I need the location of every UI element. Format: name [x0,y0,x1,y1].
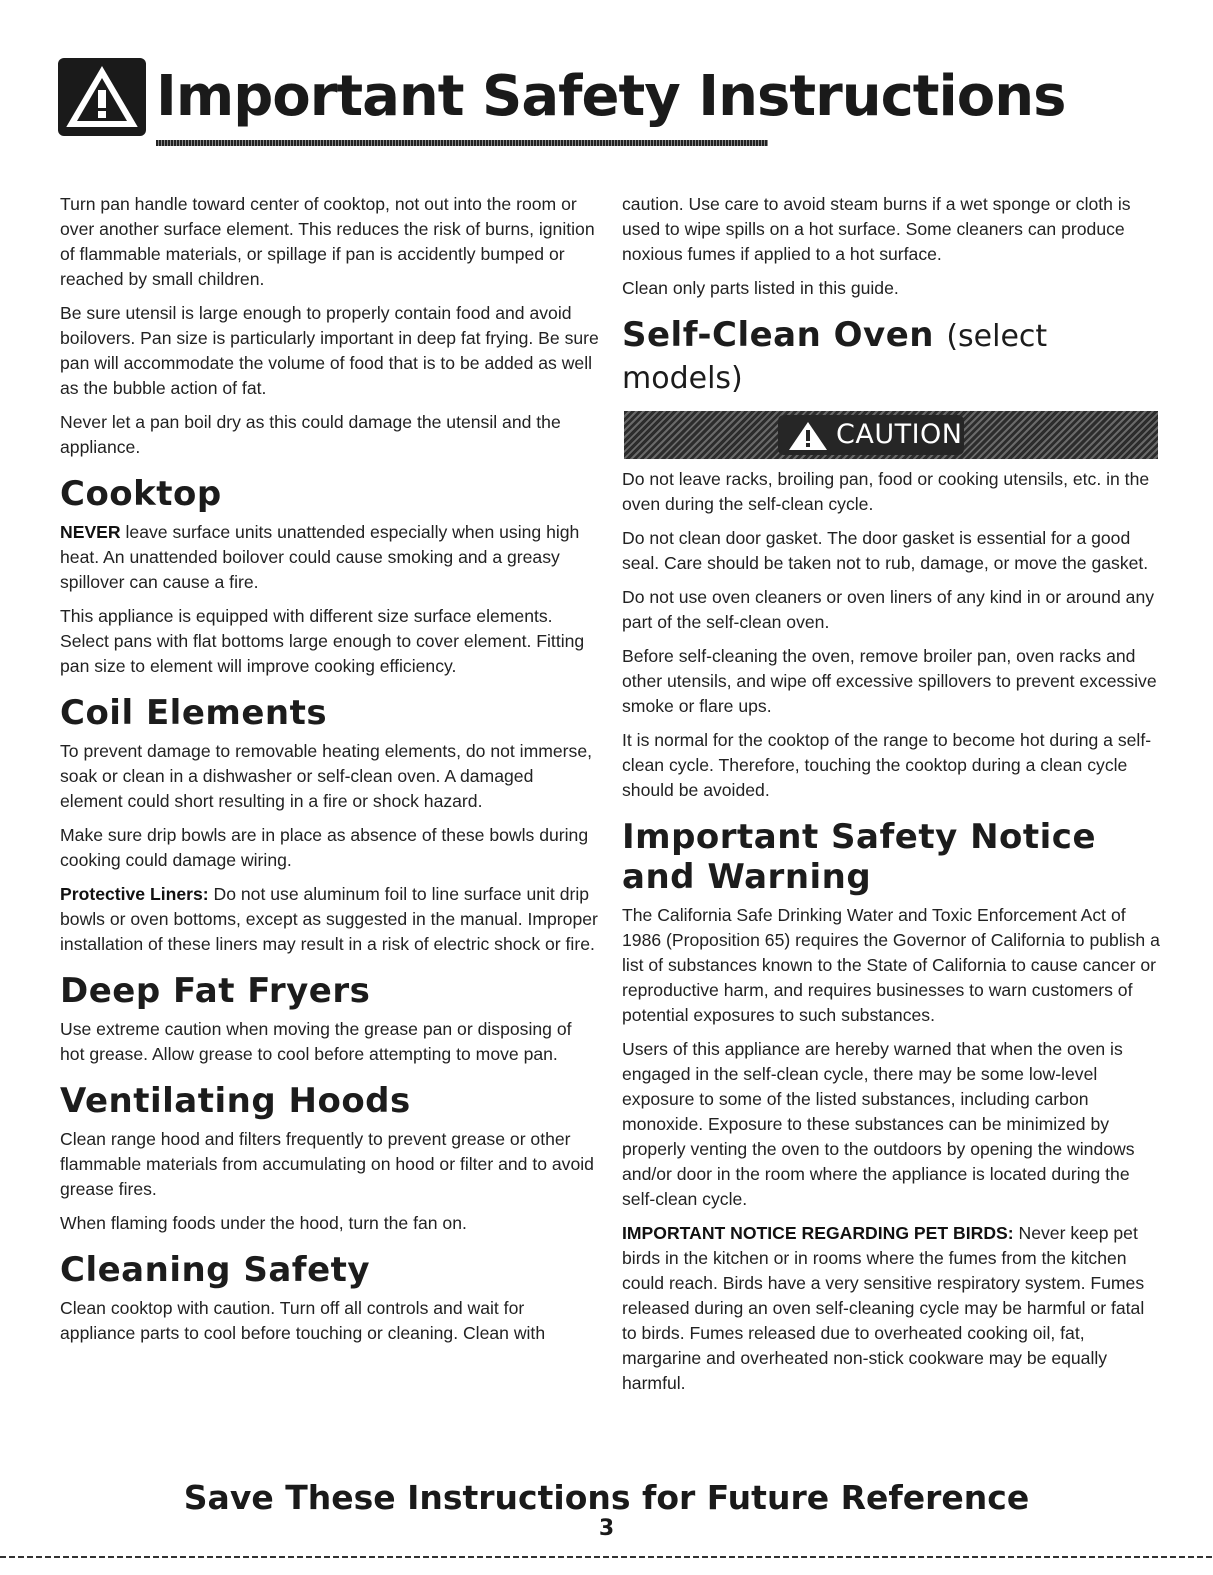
warning-triangle-icon [788,421,828,451]
pet-birds-label: IMPORTANT NOTICE REGARDING PET BIRDS: [622,1223,1014,1243]
page-title: Important Safety Instructions [156,64,1066,129]
cooktop-paragraph: This appliance is equipped with different size surface elements. Select pans with flat bottoms large enough to cover element. Fitting pan size to element will improve cooking efficiency. [60,606,585,676]
protective-liners-label: Protective Liners: [60,884,209,904]
coil-elements-paragraph: Make sure drip bowls are in place as absence of these bowls during cooking could damage wiring. [60,825,589,870]
page-number: 3 [598,1516,615,1541]
cleaning-safety-continued: Clean only parts listed in this guide. [622,278,899,298]
intro-paragraph: Never let a pan boil dry as this could damage the utensil and the appliance. [60,412,561,457]
deep-fat-fryers-heading: Deep Fat Fryers [60,971,371,1011]
cleaning-safety-paragraph: Clean cooktop with caution. Turn off all controls and wait for appliance parts to cool before touching or cleaning. Clean with [60,1298,546,1343]
never-emphasis: NEVER [60,522,121,542]
pet-birds-notice [622,1221,1162,1396]
caution-label: CAUTION [836,419,963,450]
safety-notice-paragraph: The California Safe Drinking Water and Toxic Enforcement Act of 1986 (Proposition 65) requires the Governor of California to publish a list of substances known to the State of California to cause cancer or reproductive harm, and requires businesses to warn customers of potential exposures to such substances. [622,905,1160,1025]
pet-birds-text: Never keep pet birds in the kitchen or in rooms where the fumes from the kitchen could reach. Birds have a very sensitive respiratory system. Fumes released during an oven self-cleaning cycle may be harmful or fatal to birds. Fumes released due to overheated cooking oil, fat, margarine and overheated non-stick cookware may be equally harmful. [622,1223,1145,1393]
caution-banner [624,411,1158,459]
protective-liners-text: Do not use aluminum foil to line surface unit drip bowls or oven bottoms, except as suggested in the manual. Improper installation of these liners may result in a risk of electric shock or fire. [60,884,598,954]
cooktop-heading: Cooktop [60,474,222,514]
protective-liners-paragraph [60,882,600,957]
cooktop-paragraph [60,520,600,595]
cleaning-safety-heading: Cleaning Safety [60,1250,371,1290]
save-instructions-note: Save These Instructions for Future Reference [183,1478,1030,1517]
warning-triangle-icon [58,58,146,136]
caution-text: Do not leave racks, broiling pan, food or cooking utensils, etc. in the oven during the self-clean cycle. [622,469,1150,514]
self-clean-oven-paragraph: Do not use oven cleaners or oven liners of any kind in or around any part of the self-clean oven. [622,587,1155,632]
self-clean-oven-paragraph: Do not clean door gasket. The door gasket is essential for a good seal. Care should be taken not to rub, damage, or move the gasket. [622,528,1149,573]
title-underline [156,140,768,146]
bottom-divider [0,1556,1213,1558]
right-column [622,192,1162,1405]
self-clean-oven-qualifier: (select models) [622,319,1048,396]
ventilating-hoods-heading: Ventilating Hoods [60,1081,411,1121]
self-clean-oven-heading [622,315,1162,399]
safety-notice-paragraph: Users of this appliance are hereby warned that when the oven is engaged in the self-clean cycle, there may be some low-level exposure to some of the listed substances, including carbon monoxide. Exposure to these substances can be minimized by properly venting the oven to the outdoors by opening the windows and/or door in the room where the appliance is located during the self-clean cycle. [622,1039,1135,1209]
cooktop-text: leave surface units unattended especially when using high heat. An unattended boilover could cause smoking and a greasy spillover can cause a fire. [60,522,580,592]
deep-fat-fryers-paragraph: Use extreme caution when moving the grease pan or disposing of hot grease. Allow grease to cool before attempting to move pan. [60,1019,572,1064]
self-clean-oven-paragraph: Before self-cleaning the oven, remove broiler pan, oven racks and other utensils, and wipe off excessive spillovers to prevent excessive smoke or flare ups. [622,646,1157,716]
coil-elements-paragraph: To prevent damage to removable heating elements, do not immerse, soak or clean in a dishwasher or self-clean oven. A damaged element could short resulting in a fire or shock hazard. [60,741,593,811]
intro-paragraph: Be sure utensil is large enough to properly contain food and avoid boilovers. Pan size is particularly important in deep fat frying. Be sure pan will accommodate the volume of food that is to be added as well as the bubble action of fat. [60,303,599,398]
ventilating-hoods-paragraph: Clean range hood and filters frequently to prevent grease or other flammable materials from accumulating on hood or filter and to avoid grease fires. [60,1129,594,1199]
intro-paragraph: Turn pan handle toward center of cooktop, not out into the room or over another surface element. This reduces the risk of burns, ignition of flammable materials, or spillage if pan is accidently bumped or reached by small children. [60,194,595,289]
coil-elements-heading: Coil Elements [60,693,328,733]
self-clean-oven-paragraph: It is normal for the cooktop of the range to become hot during a self-clean cycle. Therefore, touching the cooktop during a clean cycle should be avoided. [622,730,1152,800]
caution-badge [778,415,964,455]
ventilating-hoods-paragraph: When flaming foods under the hood, turn the fan on. [60,1213,467,1233]
left-column [60,192,600,1355]
safety-notice-heading: Important Safety Notice and Warning [622,817,1097,897]
cleaning-safety-continued: caution. Use care to avoid steam burns if a wet sponge or cloth is used to wipe spills on a hot surface. Some cleaners can produce noxious fumes if applied to a hot surface. [622,194,1131,264]
page-header [58,58,1066,148]
self-clean-oven-title: Self-Clean Oven [622,315,934,355]
